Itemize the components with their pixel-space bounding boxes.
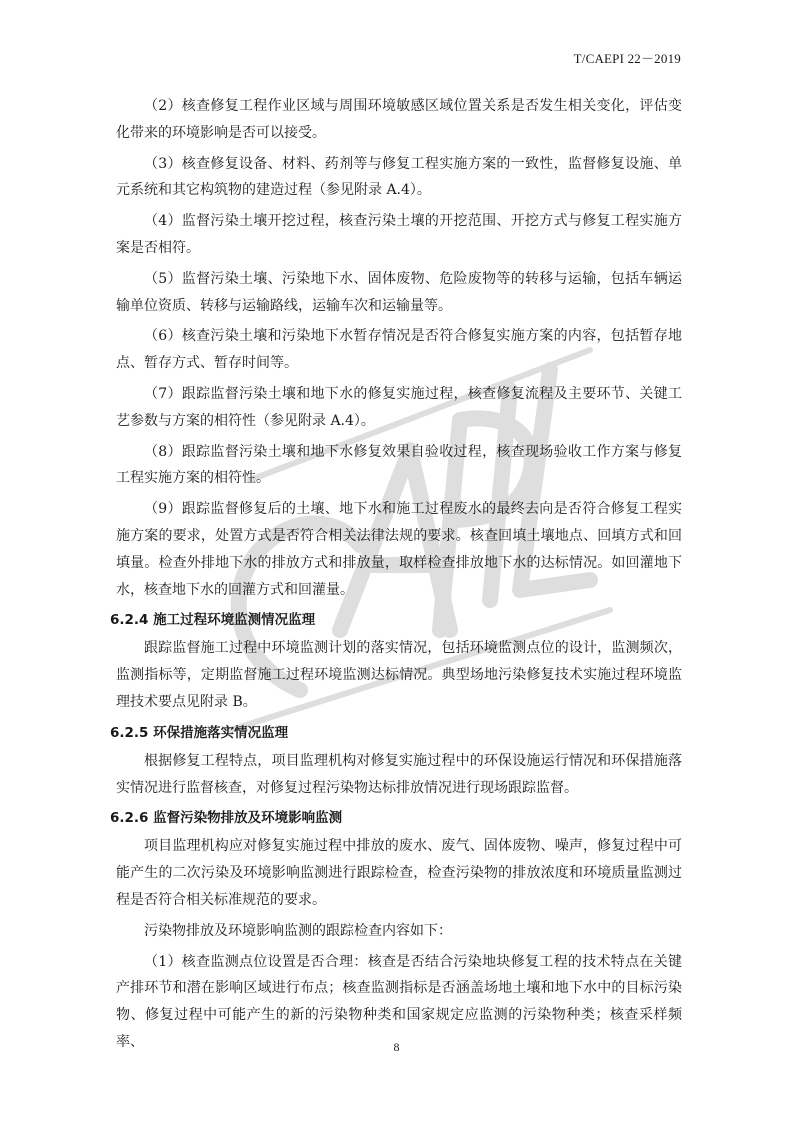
section-6-2-4-text: 跟踪监督施工过程中环境监测计划的落实情况，包括环境监测点位的设计，监测频次，监测指标等，定期监督施工过程环境监测达标情况。典型场地污染修复技术实施过程环境监理技术要点见附录 B。 <box>116 640 682 710</box>
list-item-9: （9）跟踪监督修复后的土壤、地下水和施工过程废水的最终去向是否符合修复工程实施方案的要求，处置方式是否符合相关法律法规的要求。核查回填土壤地点、回填方式和回填量。检查外排地下水的排放方式和排放量，取样检查排放地下水的达标情况。如回灌地下水，核查地下水的回灌方式和回灌量。 <box>116 501 682 598</box>
list-item-6: （6）核查污染土壤和污染地下水暂存情况是否符合修复实施方案的内容，包括暂存地点、暂存方式、暂存时间等。 <box>116 328 682 372</box>
list-item-5: （5）监督污染土壤、污染地下水、固体废物、危险废物等的转移与运输，包括车辆运输单位资质、转移与运输路线，运输车次和运输量等。 <box>116 270 682 314</box>
body-text <box>110 93 682 1060</box>
section-6-2-5-text: 根据修复工程特点，项目监理机构对修复实施过程中的环保设施运行情况和环保措施落实情况进行监督核查，对修复过程污染物达标排放情况进行现场跟踪监督。 <box>116 752 682 796</box>
standard-number: T/CAEPI 22－2019 <box>573 51 681 66</box>
list-item-4: （4）监督污染土壤开挖过程，核查污染土壤的开挖范围、开挖方式与修复工程实施方案是否相符。 <box>116 213 682 256</box>
section-heading-6-2-5: 6.2.5 环保措施落实情况监理 <box>110 724 289 741</box>
section-6-2-6-intro: 污染物排放及环境影响监测的跟踪检查内容如下： <box>144 922 452 939</box>
section-heading-6-2-4: 6.2.4 施工过程环境监测情况监理 <box>110 612 316 629</box>
list-item-7: （7）跟踪监督污染土壤和地下水的修复实施过程，核查修复流程及主要环节、关键工艺参数与方案的相符性（参见附录 A.4）。 <box>116 385 682 429</box>
list-item-2: （2）核查修复工程作业区域与周围环境敏感区域位置关系是否发生相关变化，评估变化带来的环境影响是否可以接受。 <box>116 98 682 141</box>
section-6-2-6-text: 项目监理机构应对修复实施过程中排放的废水、废气、固体废物、噪声，修复过程中可能产生的二次污染及环境影响监测进行跟踪检查，检查污染物的排放浓度和环境质量监测过程是否符合相关标准规范的要求。 <box>116 838 682 908</box>
list-item-8: （8）跟踪监督污染土壤和地下水修复效果自验收过程，核查现场验收工作方案与修复工程实施方案的相符性。 <box>116 443 682 487</box>
list-item-3: （3）核查修复设备、材料、药剂等与修复工程实施方案的一致性，监督修复设施、单元系统和其它构筑物的建造过程（参见附录 A.4）。 <box>116 155 682 199</box>
section-heading-6-2-6: 6.2.6 监督污染物排放及环境影响监测 <box>110 810 343 827</box>
page-number: 8 <box>393 1040 400 1054</box>
section-6-2-6-item-1: （1）核查监测点位设置是否合理：核查是否结合污染地块修复工程的技术特点在关键产排环节和潜在影响区域进行布点；核查监测指标是否涵盖场地土壤和地下水中的目标污染物、修复过程中可能产生的新的污染物种类和国家规定应监测的污染物种类；核查采样频率、 <box>116 953 682 1050</box>
